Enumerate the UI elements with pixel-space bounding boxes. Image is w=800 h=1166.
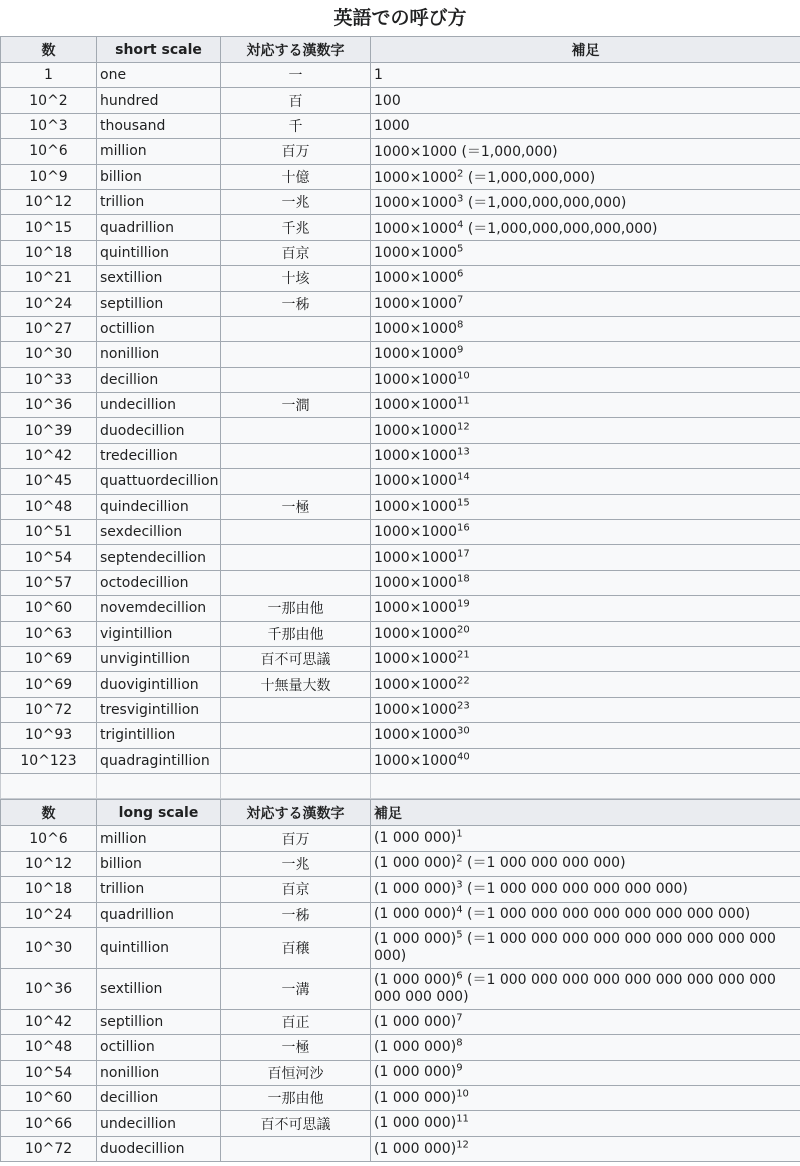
- note-equivalent: (＝1 000 000 000 000 000 000): [462, 880, 688, 897]
- table-row: [1, 851, 800, 876]
- table-row: [1, 520, 800, 545]
- scale-name-cell: million: [97, 826, 221, 851]
- kanji-cell: 十無量大数: [221, 672, 371, 697]
- kanji-cell: [221, 469, 371, 494]
- note-cell: [371, 1111, 800, 1136]
- note-exponent: 5: [457, 243, 464, 255]
- kanji-cell: 百京: [221, 877, 371, 902]
- number-cell: 10^6: [1, 139, 97, 164]
- note-base: 1000×1000: [374, 625, 457, 642]
- number-cell: 10^18: [1, 877, 97, 902]
- table-row: [1, 927, 800, 968]
- kanji-cell: [221, 1136, 371, 1161]
- note-exponent: 4: [457, 218, 464, 230]
- number-cell: 10^24: [1, 902, 97, 927]
- note-base: (1 000 000): [374, 1115, 457, 1132]
- kanji-cell: 一溝: [221, 968, 371, 1009]
- table-row: [1, 113, 800, 138]
- scale-name-cell: sextillion: [97, 968, 221, 1009]
- note-cell: [371, 748, 800, 773]
- note-cell: [371, 291, 800, 316]
- note-exponent: 1: [456, 828, 463, 840]
- number-cell: 10^63: [1, 621, 97, 646]
- note-equivalent: (＝1,000,000,000,000): [463, 195, 627, 212]
- table-row: [1, 621, 800, 646]
- note-exponent: 4: [456, 904, 463, 916]
- table-row: [1, 672, 800, 697]
- scale-name-cell: octodecillion: [97, 570, 221, 595]
- table-row: [1, 240, 800, 265]
- note-base: 1000×1000: [374, 701, 457, 718]
- number-cell: 10^42: [1, 443, 97, 468]
- note-base: 1000×1000: [374, 422, 457, 439]
- kanji-cell: [221, 748, 371, 773]
- note-exponent: 5: [456, 929, 463, 941]
- table-row: [1, 646, 800, 671]
- note-cell: [371, 139, 800, 164]
- scale-name-cell: quintillion: [97, 927, 221, 968]
- kanji-cell: 一秭: [221, 902, 371, 927]
- note-exponent: 10: [457, 370, 470, 382]
- note-cell: [371, 723, 800, 748]
- scale-name-cell: quattuordecillion: [97, 469, 221, 494]
- table-row: [1, 723, 800, 748]
- scale-name-cell: duovigintillion: [97, 672, 221, 697]
- note-exponent: 40: [457, 751, 470, 763]
- scale-name-cell: hundred: [97, 88, 221, 113]
- scale-name-cell: octillion: [97, 1035, 221, 1060]
- note-exponent: 9: [457, 344, 464, 356]
- number-cell: 10^60: [1, 1086, 97, 1111]
- note-exponent: 11: [456, 1113, 469, 1125]
- note-exponent: 12: [457, 421, 470, 432]
- number-cell: 10^54: [1, 1060, 97, 1085]
- note-base: 1000×1000: [374, 397, 457, 414]
- note-cell: [371, 443, 800, 468]
- note-cell: [371, 418, 800, 443]
- kanji-cell: 百: [221, 88, 371, 113]
- kanji-cell: [221, 723, 371, 748]
- number-cell: 10^93: [1, 723, 97, 748]
- scale-name-cell: one: [97, 63, 221, 88]
- number-cell: 10^6: [1, 826, 97, 851]
- number-cell: 10^36: [1, 393, 97, 418]
- note-base: (1 000 000): [374, 830, 457, 847]
- note-cell: [371, 1009, 800, 1034]
- note-base: 1000×1000: [374, 346, 457, 363]
- number-cell: 10^66: [1, 1111, 97, 1136]
- table-row: [1, 418, 800, 443]
- note-base: (1 000 000): [374, 906, 457, 923]
- scale-name-cell: duodecillion: [97, 418, 221, 443]
- note-cell: [371, 826, 800, 851]
- kanji-cell: 百不可思議: [221, 1111, 371, 1136]
- note-exponent: 11: [457, 395, 470, 407]
- number-cell: 10^54: [1, 545, 97, 570]
- note-equivalent: (＝1,000,000,000,000,000): [463, 220, 658, 237]
- note-exponent: 21: [457, 649, 470, 661]
- table-row: [1, 393, 800, 418]
- long-scale-header-row: [1, 800, 800, 826]
- note-equivalent: (＝1 000 000 000 000): [462, 855, 626, 872]
- scale-name-cell: septendecillion: [97, 545, 221, 570]
- note-cell: [371, 1086, 800, 1111]
- note-base: 1000×1000: [374, 371, 457, 388]
- table-row: [1, 1111, 800, 1136]
- scale-name-cell: tresvigintillion: [97, 697, 221, 722]
- kanji-cell: [221, 316, 371, 341]
- kanji-cell: 千兆: [221, 215, 371, 240]
- note-base: 1000×1000: [374, 549, 457, 566]
- number-cell: 10^72: [1, 697, 97, 722]
- note-cell: [371, 164, 800, 189]
- note-base: 1000×1000 (＝1,000,000): [374, 144, 558, 161]
- note-cell: [371, 316, 800, 341]
- kanji-cell: 千: [221, 113, 371, 138]
- kanji-cell: 千那由他: [221, 621, 371, 646]
- scale-name-cell: tredecillion: [97, 443, 221, 468]
- note-cell: [371, 113, 800, 138]
- table-title: 英語での呼び方: [333, 7, 467, 29]
- scale-name-cell: quadrillion: [97, 902, 221, 927]
- table-row: [1, 215, 800, 240]
- note-cell: [371, 646, 800, 671]
- note-base: 1000×1000: [374, 321, 457, 338]
- kanji-cell: 百恒河沙: [221, 1060, 371, 1085]
- note-cell: [371, 393, 800, 418]
- number-cell: 10^60: [1, 596, 97, 621]
- kanji-cell: 百正: [221, 1009, 371, 1034]
- number-cell: 10^72: [1, 1136, 97, 1161]
- header-kanji: 対応する漢数字: [221, 800, 371, 826]
- note-cell: [371, 545, 800, 570]
- header-note: 補足: [371, 37, 800, 63]
- note-equivalent: (＝1 000 000 000 000 000 000 000 000): [462, 906, 751, 923]
- table-row: [1, 443, 800, 468]
- table-row: [1, 1060, 800, 1085]
- kanji-cell: 百万: [221, 826, 371, 851]
- table-row: [1, 342, 800, 367]
- number-cell: 10^12: [1, 851, 97, 876]
- table-spacer-row: [1, 773, 800, 798]
- note-cell: [371, 367, 800, 392]
- note-cell: [371, 1035, 800, 1060]
- note-cell: [371, 570, 800, 595]
- note-cell: [371, 469, 800, 494]
- note-base: (1 000 000): [374, 1038, 457, 1055]
- scale-name-cell: million: [97, 139, 221, 164]
- note-base: 1000×1000: [374, 752, 457, 769]
- note-cell: [371, 88, 800, 113]
- note-exponent: 23: [457, 700, 470, 712]
- kanji-cell: [221, 545, 371, 570]
- kanji-cell: 一兆: [221, 851, 371, 876]
- table-row: [1, 494, 800, 519]
- kanji-cell: [221, 367, 371, 392]
- kanji-cell: 百万: [221, 139, 371, 164]
- table-row: [1, 164, 800, 189]
- scale-name-cell: duodecillion: [97, 1136, 221, 1161]
- note-exponent: 9: [456, 1062, 463, 1074]
- note-exponent: 13: [457, 446, 470, 458]
- table-row: [1, 63, 800, 88]
- note-exponent: 3: [457, 193, 464, 205]
- header-long-scale: long scale: [97, 800, 221, 826]
- header-kanji: 対応する漢数字: [221, 37, 371, 63]
- kanji-cell: 百京: [221, 240, 371, 265]
- note-base: (1 000 000): [374, 880, 457, 897]
- table-row: [1, 266, 800, 291]
- kanji-cell: 一澗: [221, 393, 371, 418]
- scale-name-cell: unvigintillion: [97, 646, 221, 671]
- note-base: 1000×1000: [374, 575, 457, 591]
- note-base: 1000×1000: [374, 220, 457, 237]
- kanji-cell: [221, 697, 371, 722]
- scale-name-cell: sextillion: [97, 266, 221, 291]
- table-row: [1, 826, 800, 851]
- scale-name-cell: nonillion: [97, 342, 221, 367]
- note-cell: [371, 877, 800, 902]
- scale-name-cell: quindecillion: [97, 494, 221, 519]
- number-cell: 1: [1, 63, 97, 88]
- header-number: 数: [1, 37, 97, 63]
- note-cell: [371, 494, 800, 519]
- note-cell: [371, 697, 800, 722]
- note-base: (1 000 000): [374, 855, 457, 872]
- table-row: [1, 570, 800, 595]
- note-equivalent: (＝1 000 000 000 000 000 000 000 000 000 000 000 000): [374, 971, 776, 1005]
- note-exponent: 7: [457, 294, 464, 306]
- number-cell: 10^21: [1, 266, 97, 291]
- number-cell: 10^33: [1, 367, 97, 392]
- number-cell: 10^2: [1, 88, 97, 113]
- note-base: 1000×1000: [374, 600, 457, 617]
- number-cell: 10^30: [1, 927, 97, 968]
- scale-name-cell: trigintillion: [97, 723, 221, 748]
- scale-name-cell: novemdecillion: [97, 596, 221, 621]
- note-exponent: 2: [456, 853, 463, 865]
- note-base: (1 000 000): [374, 1140, 457, 1157]
- note-cell: [371, 189, 800, 214]
- number-cell: 10^3: [1, 113, 97, 138]
- note-cell: [371, 240, 800, 265]
- note-cell: [371, 63, 800, 88]
- note-base: 100: [374, 92, 401, 109]
- kanji-cell: 百不可思議: [221, 646, 371, 671]
- table-row: [1, 748, 800, 773]
- note-exponent: 20: [457, 624, 470, 636]
- scale-name-cell: quadragintillion: [97, 748, 221, 773]
- scale-name-cell: nonillion: [97, 1060, 221, 1085]
- short-scale-header-row: [1, 37, 800, 63]
- kanji-cell: 一極: [221, 494, 371, 519]
- kanji-cell: 十億: [221, 164, 371, 189]
- table-row: [1, 189, 800, 214]
- number-cell: 10^30: [1, 342, 97, 367]
- note-base: (1 000 000): [374, 930, 457, 947]
- note-exponent: 8: [456, 1037, 463, 1049]
- note-exponent: 16: [457, 522, 470, 534]
- number-cell: 10^36: [1, 968, 97, 1009]
- note-cell: [371, 215, 800, 240]
- scale-name-cell: quadrillion: [97, 215, 221, 240]
- table-row: [1, 88, 800, 113]
- note-cell: [371, 1060, 800, 1085]
- kanji-cell: [221, 570, 371, 595]
- scale-name-cell: decillion: [97, 367, 221, 392]
- note-exponent: 15: [457, 497, 470, 509]
- table-row: [1, 902, 800, 927]
- note-equivalent: (＝1 000 000 000 000 000 000 000 000 000 000): [374, 930, 776, 964]
- number-cell: 10^69: [1, 646, 97, 671]
- header-number: 数: [1, 800, 97, 826]
- scale-name-cell: octillion: [97, 316, 221, 341]
- note-cell: [371, 1136, 800, 1161]
- long-scale-table: [0, 799, 800, 1162]
- table-row: [1, 316, 800, 341]
- scale-name-cell: billion: [97, 851, 221, 876]
- header-short-scale: short scale: [97, 37, 221, 63]
- scale-name-cell: quintillion: [97, 240, 221, 265]
- kanji-cell: [221, 342, 371, 367]
- scale-name-cell: sexdecillion: [97, 520, 221, 545]
- note-base: 1: [374, 67, 383, 84]
- number-cell: 10^9: [1, 164, 97, 189]
- table-row: [1, 968, 800, 1009]
- table-row: [1, 1086, 800, 1111]
- note-base: 1000: [374, 117, 410, 134]
- scale-name-cell: decillion: [97, 1086, 221, 1111]
- kanji-cell: 十垓: [221, 266, 371, 291]
- kanji-cell: 一那由他: [221, 596, 371, 621]
- note-cell: [371, 596, 800, 621]
- note-base: 1000×1000: [374, 651, 457, 668]
- table-row: [1, 1035, 800, 1060]
- note-base: 1000×1000: [374, 524, 457, 541]
- note-cell: [371, 968, 800, 1009]
- kanji-cell: [221, 418, 371, 443]
- table-row: [1, 1136, 800, 1161]
- number-cell: 10^18: [1, 240, 97, 265]
- table-row: [1, 139, 800, 164]
- note-exponent: 7: [456, 1011, 463, 1023]
- scale-name-cell: billion: [97, 164, 221, 189]
- note-exponent: 14: [457, 471, 470, 483]
- note-base: 1000×1000: [374, 498, 457, 515]
- number-cell: 10^48: [1, 494, 97, 519]
- note-cell: [371, 266, 800, 291]
- table-row: [1, 545, 800, 570]
- note-exponent: 22: [457, 674, 470, 686]
- note-cell: [371, 927, 800, 968]
- note-base: 1000×1000: [374, 727, 457, 744]
- note-exponent: 6: [457, 268, 464, 280]
- note-exponent: 19: [457, 598, 470, 610]
- note-exponent: 17: [457, 547, 470, 559]
- note-exponent: 30: [457, 725, 470, 737]
- note-base: (1 000 000): [374, 1064, 457, 1081]
- note-cell: [371, 342, 800, 367]
- note-cell: [371, 851, 800, 876]
- scale-name-cell: undecillion: [97, 393, 221, 418]
- short-scale-table: [0, 36, 800, 799]
- note-base: 1000×1000: [374, 270, 457, 287]
- note-cell: [371, 902, 800, 927]
- table-row: [1, 697, 800, 722]
- number-cell: 10^12: [1, 189, 97, 214]
- number-cell: 10^45: [1, 469, 97, 494]
- number-cell: 10^27: [1, 316, 97, 341]
- note-base: 1000×1000: [374, 244, 457, 261]
- note-base: (1 000 000): [374, 1013, 457, 1030]
- note-base: 1000×1000: [374, 473, 457, 490]
- note-cell: [371, 520, 800, 545]
- note-base: 1000×1000: [374, 169, 457, 186]
- note-exponent: 12: [456, 1138, 469, 1150]
- table-row: [1, 877, 800, 902]
- kanji-cell: 一那由他: [221, 1086, 371, 1111]
- note-base: (1 000 000): [374, 1089, 457, 1106]
- number-cell: 10^69: [1, 672, 97, 697]
- note-exponent: 8: [457, 319, 464, 331]
- table-row: [1, 291, 800, 316]
- scale-name-cell: trillion: [97, 877, 221, 902]
- note-base: 1000×1000: [374, 195, 457, 212]
- note-exponent: 18: [457, 573, 470, 585]
- scale-name-cell: septillion: [97, 291, 221, 316]
- kanji-cell: 一: [221, 63, 371, 88]
- number-cell: 10^51: [1, 520, 97, 545]
- number-cell: 10^39: [1, 418, 97, 443]
- kanji-cell: 一兆: [221, 189, 371, 214]
- note-exponent: 3: [456, 879, 463, 891]
- header-note: 補足: [371, 800, 800, 826]
- note-base: (1 000 000): [374, 971, 457, 988]
- number-cell: 10^24: [1, 291, 97, 316]
- scale-name-cell: septillion: [97, 1009, 221, 1034]
- scale-name-cell: undecillion: [97, 1111, 221, 1136]
- note-base: 1000×1000: [374, 295, 457, 312]
- note-base: 1000×1000: [374, 448, 457, 465]
- table-row: [1, 367, 800, 392]
- number-cell: 10^42: [1, 1009, 97, 1034]
- note-equivalent: (＝1,000,000,000): [463, 169, 596, 186]
- kanji-cell: 一秭: [221, 291, 371, 316]
- note-base: 1000×1000: [374, 676, 457, 693]
- note-cell: [371, 621, 800, 646]
- number-cell: 10^15: [1, 215, 97, 240]
- table-row: [1, 469, 800, 494]
- scale-name-cell: thousand: [97, 113, 221, 138]
- table-row: [1, 1009, 800, 1034]
- kanji-cell: [221, 443, 371, 468]
- kanji-cell: 百穣: [221, 927, 371, 968]
- note-exponent: 10: [456, 1088, 469, 1100]
- number-cell: 10^123: [1, 748, 97, 773]
- kanji-cell: [221, 520, 371, 545]
- note-exponent: 2: [457, 168, 464, 180]
- note-exponent: 6: [456, 970, 463, 982]
- table-row: [1, 596, 800, 621]
- kanji-cell: 一極: [221, 1035, 371, 1060]
- note-cell: [371, 672, 800, 697]
- scale-name-cell: vigintillion: [97, 621, 221, 646]
- scale-name-cell: trillion: [97, 189, 221, 214]
- number-cell: 10^48: [1, 1035, 97, 1060]
- number-cell: 10^57: [1, 570, 97, 595]
